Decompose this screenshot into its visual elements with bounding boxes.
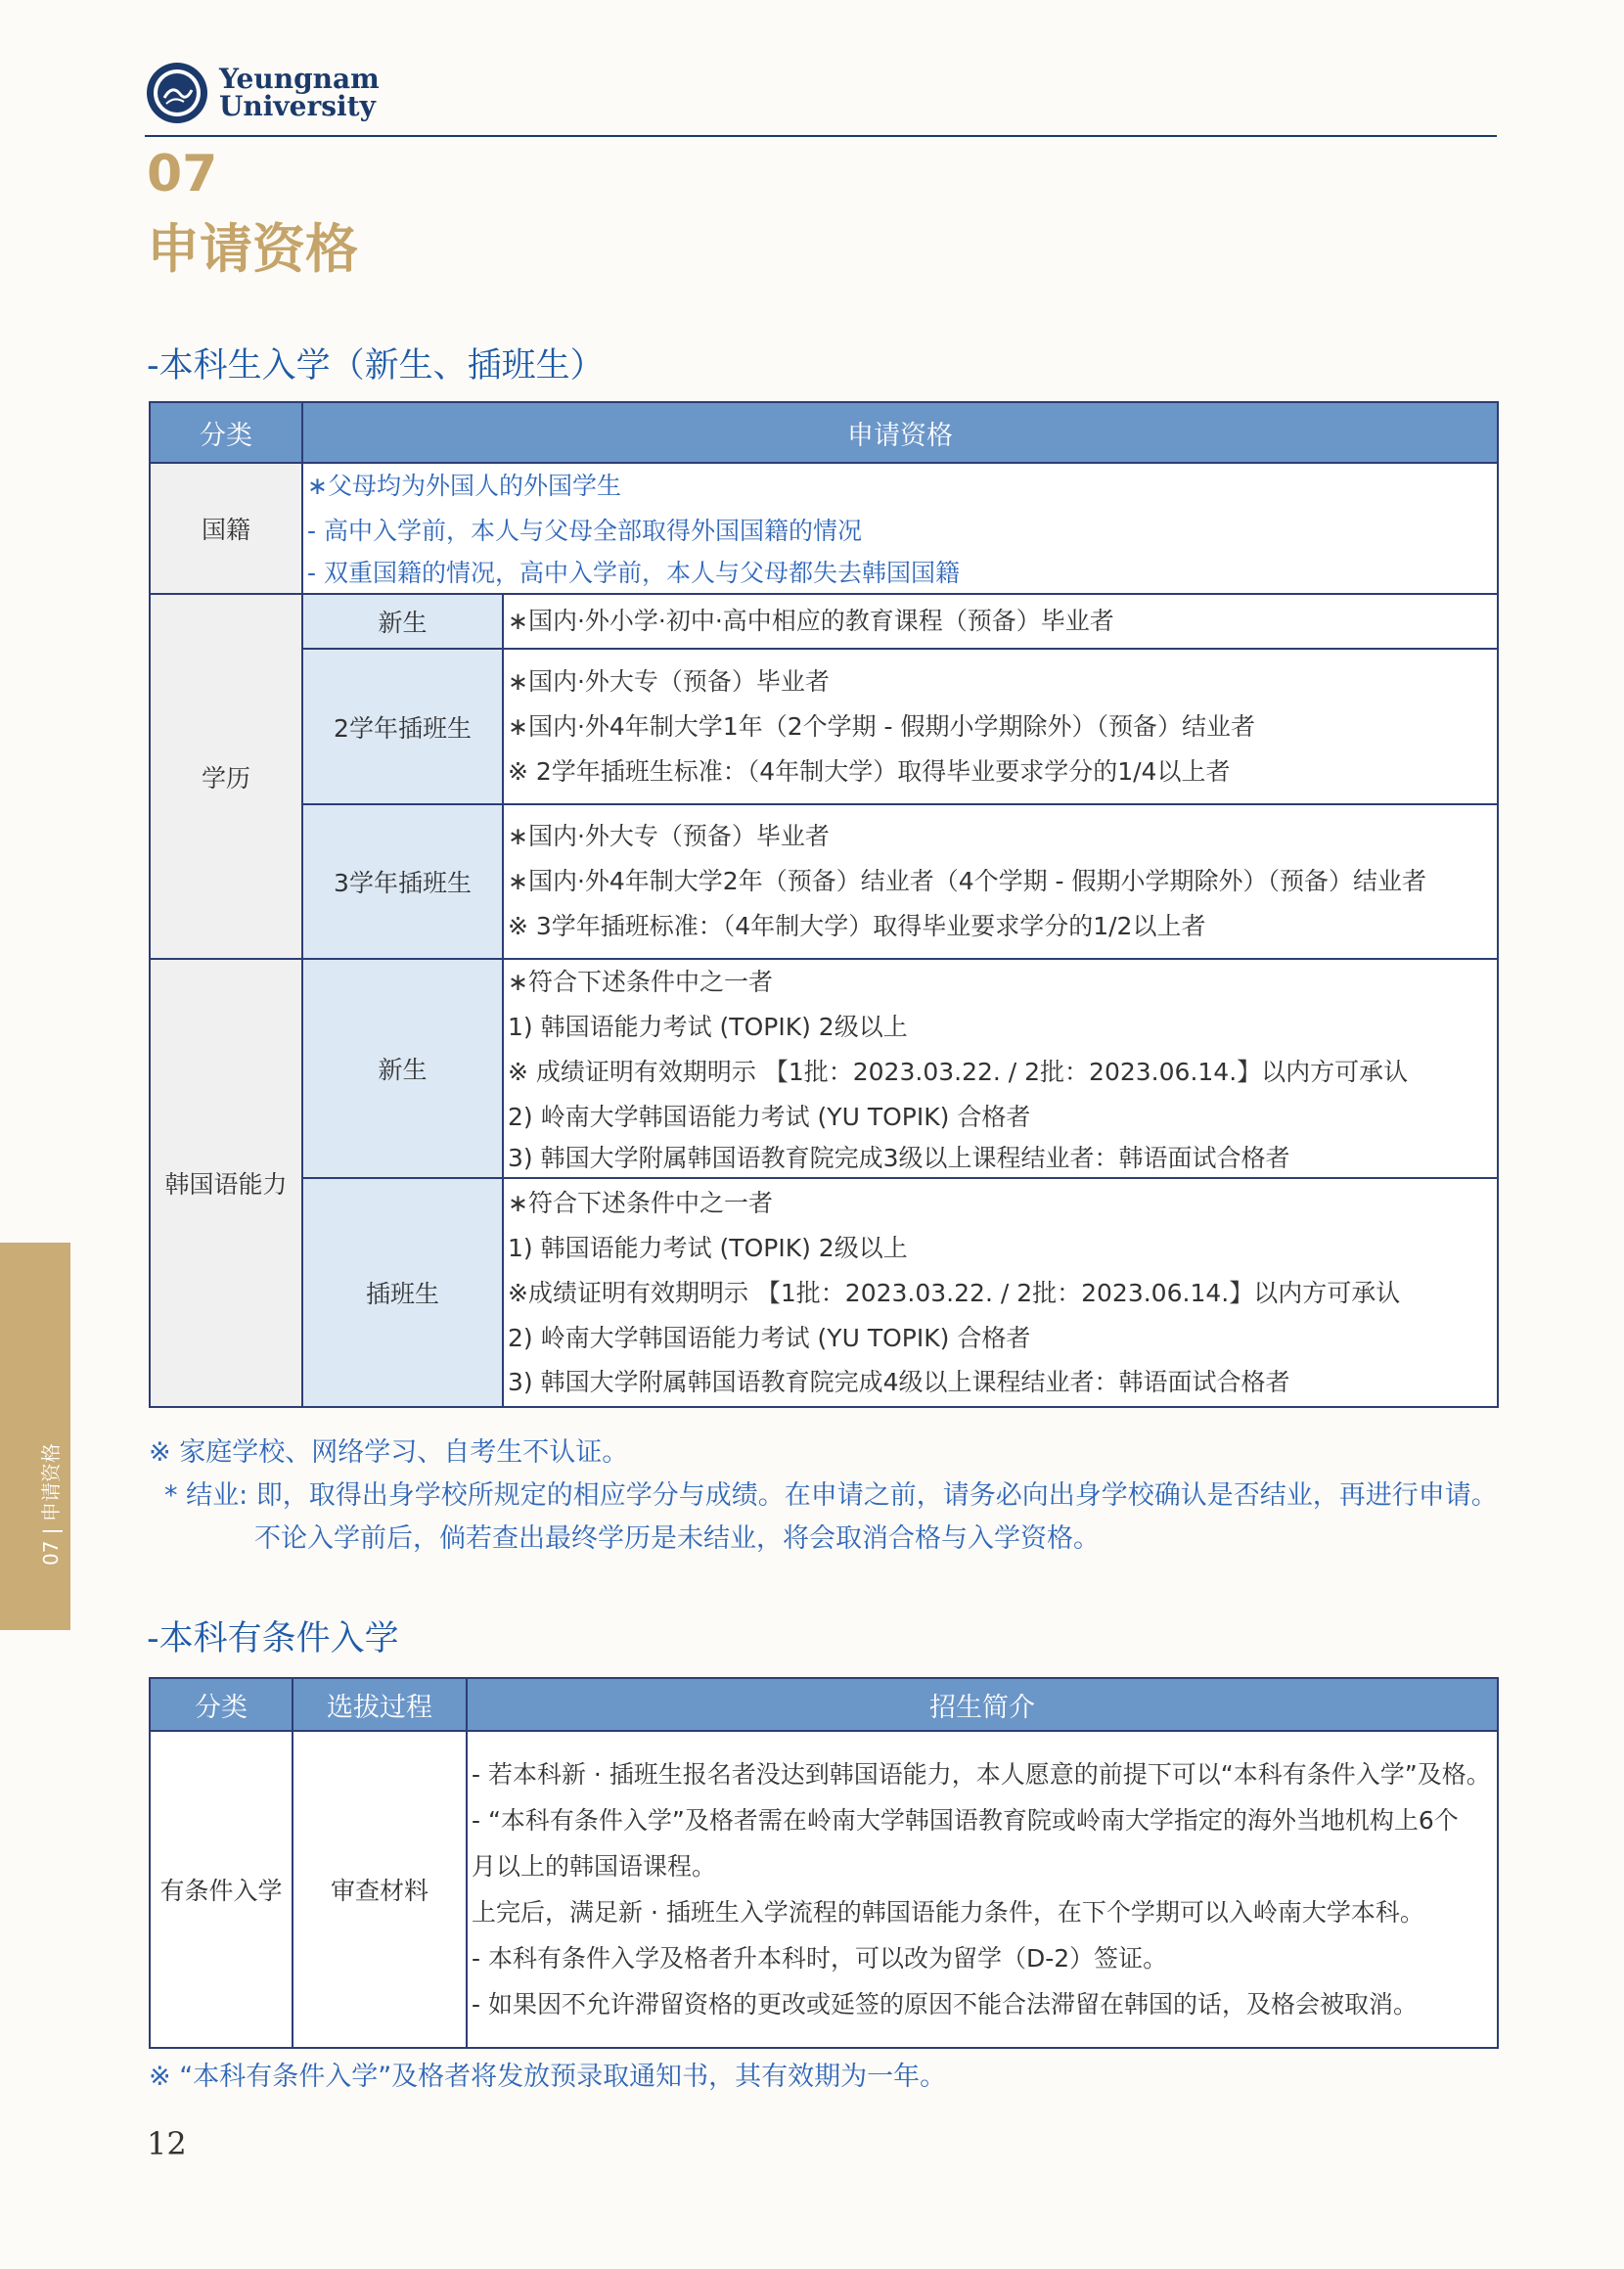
table-header-category: 分类 [150,1678,293,1731]
nationality-line: - 高中入学前，本人与父母全部取得外国国籍的情况 [307,517,862,545]
side-tab-label: 07 | 申请资格 [39,1443,63,1566]
overview-line: 上完后，满足新 · 插班生入学流程的韩国语能力条件，在下个学期可以入岭南大学本科。 [472,1898,1424,1927]
sub-korean-transfer: 插班生 [302,1178,503,1407]
side-tab [0,1243,70,1630]
korean-line: 1) 韩国语能力考试 (TOPIK) 2级以上 [508,1234,908,1262]
korean-line: ∗符合下述条件中之一者 [508,1189,773,1217]
education-freshman-content [503,594,1498,649]
education-transfer2-content [503,649,1498,804]
sub-korean-freshman: 新生 [302,959,503,1178]
table-header-overview: 招生简介 [467,1678,1498,1731]
sub-transfer-3: 3学年插班生 [302,804,503,959]
nationality-line: - 双重国籍的情况，高中入学前，本人与父母都失去韩国国籍 [307,559,960,587]
overview-line: 月以上的韩国语课程。 [472,1852,717,1881]
nationality-line: ∗父母均为外国人的外国学生 [307,472,621,500]
header-rule [145,135,1497,137]
korean-freshman-content [503,959,1498,1178]
university-logo [145,61,380,125]
category-nationality: 国籍 [150,463,302,594]
category-conditional: 有条件入学 [150,1731,293,2048]
korean-transfer-content [503,1178,1498,1407]
korean-line: 2) 岭南大学韩国语能力考试 (YU TOPIK) 合格者 [508,1324,1031,1352]
korean-line: 3) 韩国大学附属韩国语教育院完成4级以上课程结业者：韩语面试合格者 [508,1368,1290,1396]
note-completion: * 结业: 即，取得出身学校所规定的相应学分与成绩。在申请之前，请务必向出身学校确认是否结业，再进行申请。 [164,1480,1498,1511]
logo-name-line2: University [219,90,376,122]
education-line: ∗国内·外大专（预备）毕业者 [508,666,830,696]
sub-freshman: 新生 [302,594,503,649]
page-number: 12 [147,2125,187,2162]
section-title-conditional: -本科有条件入学 [147,1619,399,1658]
chapter-title: 申请资格 [147,218,358,280]
table-header-eligibility: 申请资格 [302,402,1498,463]
overview-line: - “本科有条件入学”及格者需在岭南大学韩国语教育院或岭南大学指定的海外当地机构上6个 [472,1806,1459,1835]
note-preadmission: ※ “本科有条件入学”及格者将发放预录取通知书，其有效期为一年。 [149,2062,947,2092]
table-header-process: 选拔过程 [293,1678,467,1731]
education-line: ∗国内·外4年制大学1年（2个学期 - 假期小学期除外）（预备）结业者 [508,711,1256,741]
education-line: ∗国内·外大专（预备）毕业者 [508,822,830,850]
korean-line: 2) 岭南大学韩国语能力考试 (YU TOPIK) 合格者 [508,1103,1031,1131]
table-header-category: 分类 [150,402,302,463]
category-korean: 韩国语能力 [150,959,302,1407]
overview-line: - 若本科新 · 插班生报名者没达到韩国语能力，本人愿意的前提下可以“本科有条件入学”及格。 [472,1760,1491,1789]
korean-line: 3) 韩国大学附属韩国语教育院完成3级以上课程结业者：韩语面试合格者 [508,1144,1290,1172]
chapter-number: 07 [147,145,218,204]
korean-line: ※成绩证明有效期明示 【1批：2023.03.22. / 2批：2023.06.14.】以内方可承认 [508,1279,1401,1307]
section-title-undergraduate: -本科生入学（新生、插班生） [147,346,605,386]
education-transfer3-content [503,804,1498,959]
nationality-content [302,463,1498,594]
korean-line: ※ 成绩证明有效期明示 【1批：2023.03.22. / 2批：2023.06.14.】以内方可承认 [508,1058,1409,1086]
conditional-overview-content [467,1731,1498,2048]
category-education: 学历 [150,594,302,959]
education-line: ※ 2学年插班生标准：（4年制大学）取得毕业要求学分的1/4以上者 [508,756,1231,786]
process-document-review: 审查材料 [293,1731,467,2048]
overview-line: - 本科有条件入学及格者升本科时，可以改为留学（D-2）签证。 [472,1944,1168,1973]
university-seal-icon [145,61,209,125]
sub-transfer-2: 2学年插班生 [302,649,503,804]
logo-name-line1: Yeungnam [219,63,380,95]
note-diploma: ※ 家庭学校、网络学习、自考生不认证。 [149,1437,629,1468]
education-line: ∗国内·外4年制大学2年（预备）结业者（4个学期 - 假期小学期除外）（预备）结业者 [508,867,1427,895]
korean-line: 1) 韩国语能力考试 (TOPIK) 2级以上 [508,1013,908,1041]
conditional-admission-table [149,1677,1499,2049]
education-line: ※ 3学年插班标准：（4年制大学）取得毕业要求学分的1/2以上者 [508,912,1206,940]
undergraduate-eligibility-table [149,401,1499,1408]
note-cancellation: 不论入学前后，倘若查出最终学历是未结业，将会取消合格与入学资格。 [254,1523,1100,1554]
education-line: ∗国内·外小学·初中·高中相应的教育课程（预备）毕业者 [508,607,1114,635]
korean-line: ∗符合下述条件中之一者 [508,968,773,996]
overview-line: - 如果因不允许滞留资格的更改或延签的原因不能合法滞留在韩国的话，及格会被取消。 [472,1990,1418,2019]
